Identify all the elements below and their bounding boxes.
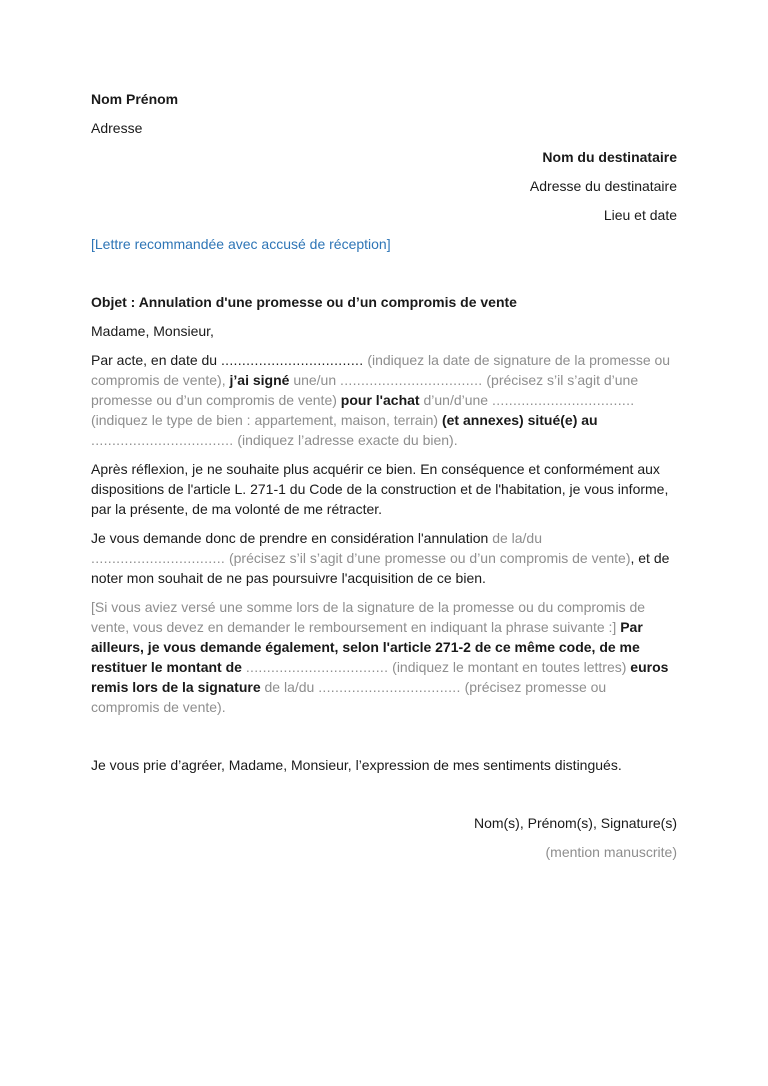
body-text-run: Par acte, en date du <box>91 352 221 368</box>
paragraph-refund-request <box>91 597 677 717</box>
guidance-note: (indiquez l’adresse exacte du bien). <box>233 432 458 448</box>
salutation: Madame, Monsieur, <box>91 323 214 339</box>
dots-placeholder: .................................. <box>245 659 389 675</box>
blank-line <box>91 784 677 813</box>
guidance-note: (précisez promesse ou compromis de vente). <box>91 679 607 715</box>
sender-name: Nom Prénom <box>91 91 179 107</box>
guidance-note: de la/du <box>492 530 543 546</box>
registered-mail-notice: [Lettre recommandée avec accusé de réception] <box>91 236 391 252</box>
sender-address: Adresse <box>91 120 143 136</box>
subject-line: Objet : Annulation d'une promesse ou d’un compromis de vente <box>91 294 517 310</box>
blank-line <box>91 726 677 755</box>
body-text-run: euros remis lors de la signature <box>91 659 669 695</box>
guidance-note: (indiquez le type de bien : appartement, maison, terrain) <box>91 412 442 428</box>
body-text-run: pour l'achat <box>340 392 424 408</box>
recipient-name: Nom du destinataire <box>542 149 677 165</box>
guidance-note: de la/du <box>264 679 319 695</box>
paragraph-annulation-request <box>91 528 677 588</box>
body-text-run: , et de noter mon souhait de ne pas poursuivre l'acquisition de ce bien. <box>91 550 670 586</box>
guidance-note: (précisez s’il s’agit d’une promesse ou d’un compromis de vente) <box>225 550 631 566</box>
guidance-note: une/un <box>293 372 341 388</box>
paragraph-retraction <box>91 459 677 519</box>
guidance-note: (indiquez la date de signature de la promesse ou compromis de vente), <box>91 352 671 388</box>
dots-placeholder: .................................. <box>340 372 483 388</box>
dots-placeholder: .................................. <box>220 352 364 368</box>
body-text-run: j’ai signé <box>229 372 294 388</box>
place-and-date: Lieu et date <box>603 207 677 223</box>
dots-placeholder: .................................. <box>318 679 461 695</box>
dots-placeholder: .................................. <box>91 432 234 448</box>
recipient-address: Adresse du destinataire <box>529 178 677 194</box>
paragraph-act-details <box>91 350 677 450</box>
signature-handwritten-note: (mention manuscrite) <box>545 844 677 860</box>
dots-placeholder: .................................. <box>492 392 635 408</box>
guidance-note: d’un/d’une <box>423 392 492 408</box>
guidance-note: (précisez s’il s’agit d’une promesse ou d’un compromis de vente) <box>91 372 639 408</box>
signature-names: Nom(s), Prénom(s), Signature(s) <box>473 815 677 831</box>
guidance-note: [Si vous aviez versé une somme lors de la signature de la promesse ou du compromis de vente, vous devez en demander le remboursement en indiquant la phrase suivante :] <box>91 599 646 635</box>
body-text-run: Après réflexion, je ne souhaite plus acquérir ce bien. En conséquence et conformément aux dispositions de l'article L. 271-1 du Code de la construction et de l'habitation, je vous informe, par la présente, de ma volonté de me rétracter. <box>91 461 669 517</box>
body-text-run: Je vous demande donc de prendre en considération l'annulation <box>91 530 493 546</box>
body-text-run: Par ailleurs, je vous demande également, selon l'article 271-2 de ce même code, de me restituer le montant de <box>91 619 643 675</box>
dots-placeholder: ................................ <box>91 550 226 566</box>
closing-formula: Je vous prie d’agréer, Madame, Monsieur, l’expression de mes sentiments distingués. <box>91 757 622 773</box>
guidance-note: (indiquez le montant en toutes lettres) <box>388 659 631 675</box>
body-text-run: (et annexes) situé(e) au <box>441 412 598 428</box>
blank-line <box>91 263 677 292</box>
